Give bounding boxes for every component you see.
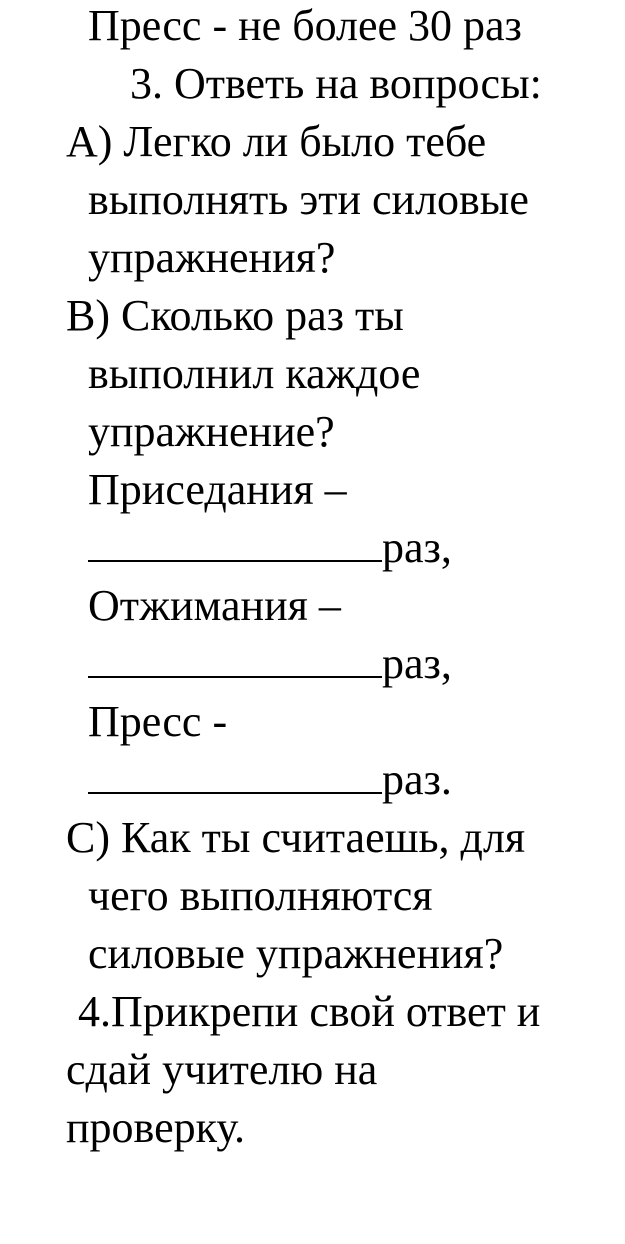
- squats-answer-line: раз,: [88, 519, 452, 577]
- task-4-line-3: проверку.: [66, 1103, 245, 1152]
- question-a-line-2: выполнять эти силовые: [88, 175, 529, 224]
- question-a-line-1: А) Легко ли было тебе: [66, 117, 487, 166]
- press-label: Пресс -: [88, 697, 228, 746]
- press-answer-line: раз.: [88, 751, 452, 809]
- task-4-line-1: 4.Прикрепи свой ответ и: [78, 987, 541, 1036]
- question-a-line-3: упражнения?: [88, 233, 336, 282]
- pushups-label: Отжимания –: [88, 581, 341, 630]
- squats-answer-blank[interactable]: [88, 520, 382, 562]
- task-3-heading: 3. Ответь на вопросы:: [130, 59, 542, 108]
- press-answer-blank[interactable]: [88, 752, 382, 794]
- question-c-line-1: С) Как ты считаешь, для: [66, 813, 526, 862]
- pushups-answer-line: раз,: [88, 635, 452, 693]
- question-b-line-1: В) Сколько раз ты: [66, 291, 404, 340]
- question-b-line-3: упражнение?: [88, 407, 335, 456]
- task-4-line-2: сдай учителю на: [66, 1045, 378, 1094]
- squats-label: Приседания –: [88, 465, 347, 514]
- question-c-line-3: силовые упражнения?: [88, 929, 504, 978]
- question-c-line-2: чего выполняются: [88, 871, 433, 920]
- pushups-answer-blank[interactable]: [88, 636, 382, 678]
- question-b-line-2: выполнил каждое: [88, 349, 421, 398]
- press-limit-line: Пресс - не более 30 раз: [88, 1, 522, 50]
